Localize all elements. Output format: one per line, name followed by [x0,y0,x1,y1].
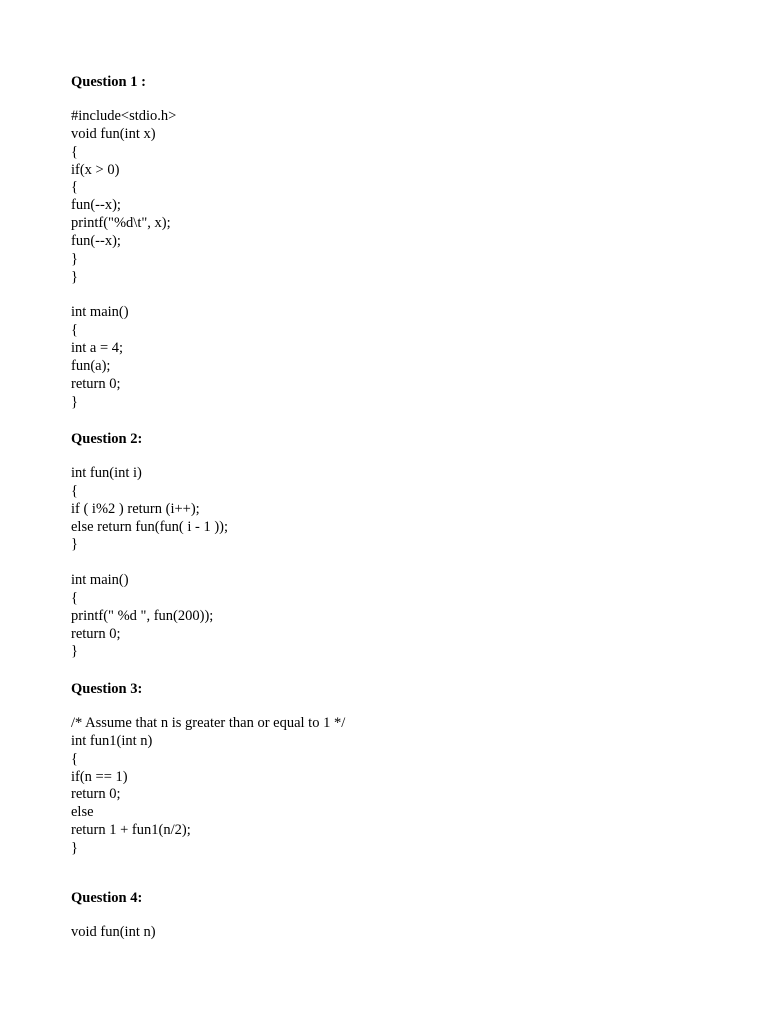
code-line: } [71,393,78,410]
code-line: int a = 4; [71,339,124,356]
question-3-code [71,715,345,858]
code-line: } [71,536,78,553]
code-line: { [71,143,78,160]
code-line: fun(--x); [71,232,121,249]
code-line: else return fun(fun( i - 1 )); [71,518,229,535]
code-line: int fun(int i) [71,465,142,481]
code-line: } [71,839,78,856]
code-line: return 1 + fun1(n/2); [71,822,191,839]
code-line: { [71,179,78,196]
code-line: { [71,482,78,499]
question-3-heading: Question 3: [71,681,143,697]
code-line: } [71,250,78,267]
code-line: return 0; [71,375,121,392]
code-line: void fun(int n) [71,924,156,940]
code-line: void fun(int x) [71,125,156,142]
code-line: fun(--x); [71,197,121,214]
code-line: { [71,322,78,339]
code-line: printf(" %d ", fun(200)); [71,607,214,624]
code-line: fun(a); [71,357,111,374]
code-line: return 0; [71,625,121,642]
question-2-heading: Question 2: [71,431,143,447]
code-line: /* Assume that n is greater than or equal to 1 */ [71,715,346,731]
question-4-code [71,924,156,942]
code-line: int main() [71,572,129,589]
code-line: if(x > 0) [71,161,120,178]
code-line: } [71,643,78,660]
code-line: } [71,268,78,285]
code-line [71,554,228,572]
question-2-code [71,465,228,661]
code-line: { [71,589,78,606]
question-1-code [71,108,176,411]
code-line: #include<stdio.h> [71,108,177,124]
code-line: return 0; [71,786,121,803]
code-line: int fun1(int n) [71,732,153,749]
code-line: if(n == 1) [71,768,128,785]
question-4-heading: Question 4: [71,890,143,906]
code-line: if ( i%2 ) return (i++); [71,500,200,517]
code-line: { [71,750,78,767]
code-line: else [71,804,94,821]
code-line: int main() [71,304,129,321]
code-line [71,286,176,304]
question-1-heading: Question 1 : [71,74,146,90]
code-line: printf("%d\t", x); [71,215,171,232]
